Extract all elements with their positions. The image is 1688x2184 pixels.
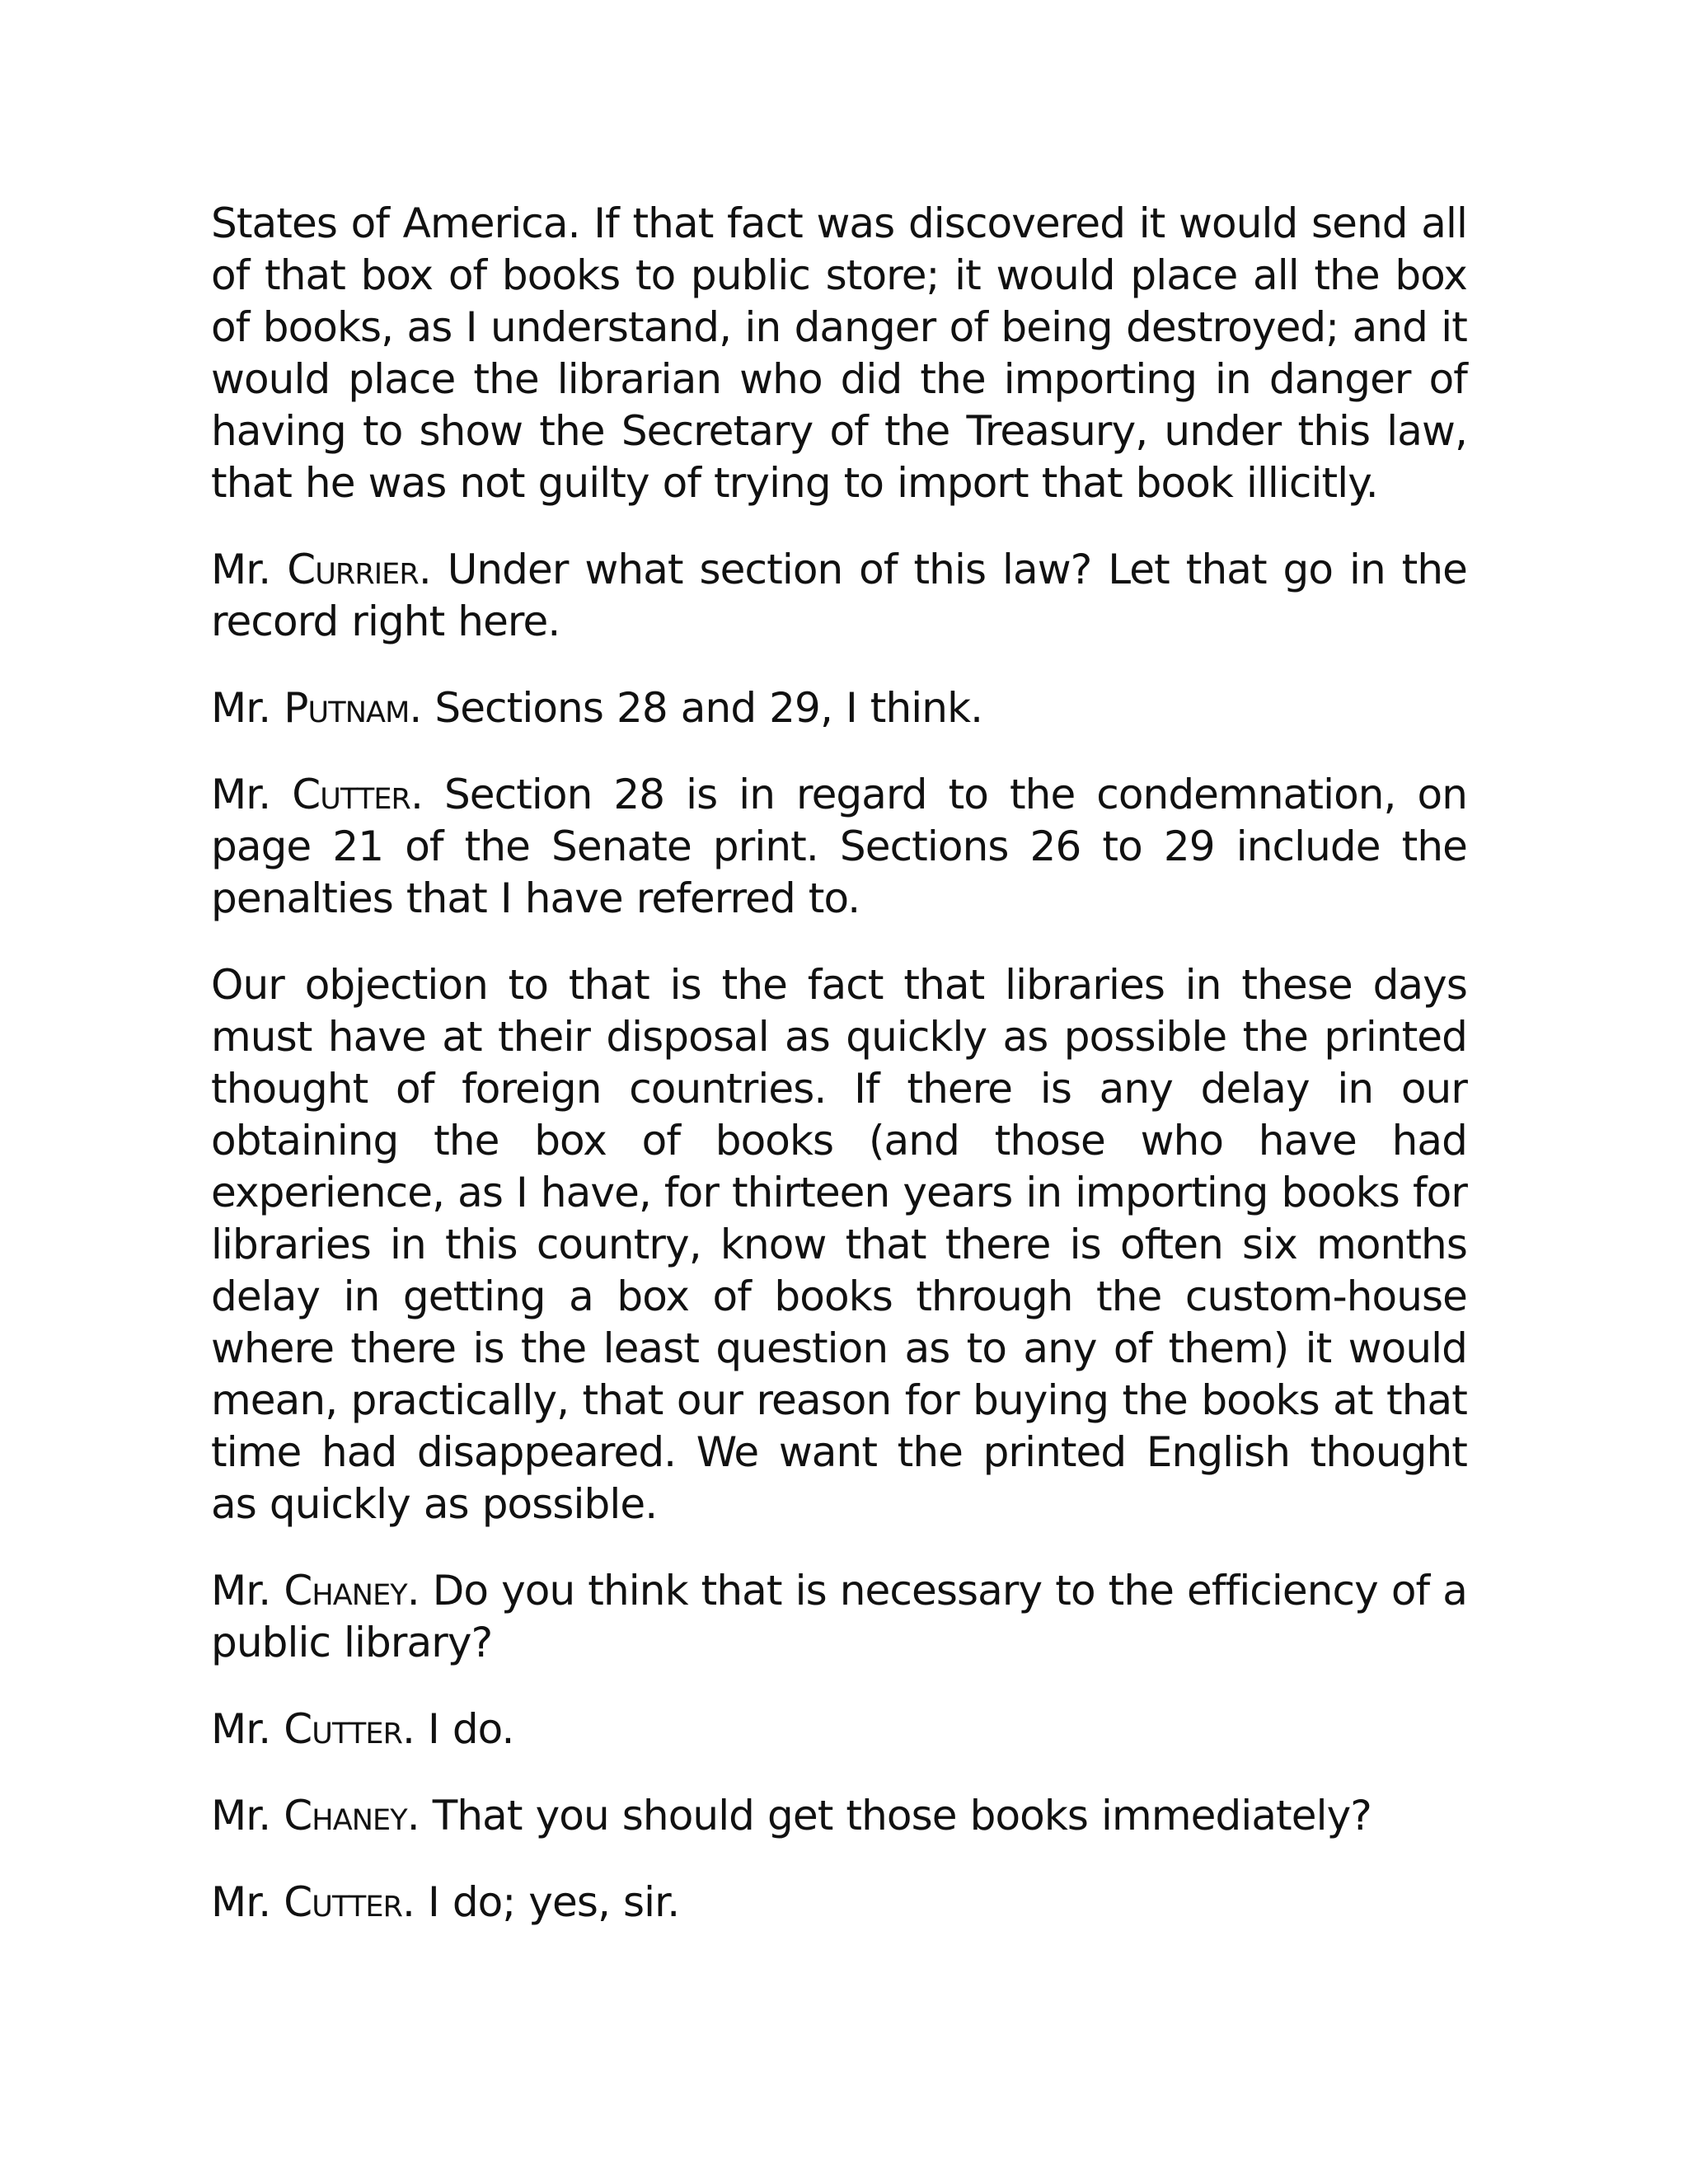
paragraph-text: . Under what section of this law? Let that go in the record right here. [211,546,1467,645]
paragraph-text: . Do you think that is necessary to the efficiency of a public library? [211,1567,1467,1666]
paragraph-text: . Sections 28 and 29, I think. [409,684,983,732]
paragraph-prefix: Mr. [211,684,284,732]
paragraph-text: . That you should get those books immediately? [406,1792,1372,1840]
speaker-name: Cutter [284,1878,403,1926]
paragraph-chaney-followup [211,1790,1467,1842]
paragraph-prefix: Mr. [211,1705,284,1753]
speaker-name: Chaney [284,1792,407,1840]
paragraph-putnam-answer [211,682,1467,734]
paragraph-cutter-reply [211,1704,1467,1755]
speaker-name: Chaney [284,1567,407,1615]
paragraph-currier-question [211,544,1467,648]
paragraph-text: . I do; yes, sir. [402,1878,680,1926]
paragraph-prefix: Mr. [211,1567,284,1615]
paragraph-text: . I do. [402,1705,514,1753]
paragraph-text: . Section 28 is in regard to the condemnation, on page 21 of the Senate print. Sections 26 to 29 include the penalties that I have referred to. [211,771,1467,922]
paragraph-cutter-sections [211,769,1467,925]
paragraph-prefix: Mr. [211,1878,284,1926]
paragraph-text: Our objection to that is the fact that libraries in these days must have at their disposal as quickly as possible the printed thought of foreign countries. If there is any delay in our obtaining the box of books (and those who have had experience, as I have, for thirteen years in importing books for libraries in this country, know that there is often six months delay in getting a box of books through the custom-house where there is the least question as to any of them) it would mean, practically, that our reason for buying the books at that time had disappeared. We want the printed English thought as quickly as possible. [211,961,1467,1528]
paragraph-prefix: Mr. [211,1792,284,1840]
paragraph-cutter-final [211,1877,1467,1929]
paragraph-text: States of America. If that fact was discovered it would send all of that box of books to public store; it would place all the box of books, as I understand, in danger of being destroyed; and it would place the librarian who did the importing in danger of having to show the Secretary of the Treasury, under this law, that he was not guilty of trying to import that book illicitly. [211,199,1467,507]
speaker-name: Currier [287,546,419,593]
paragraph-objection [211,959,1467,1530]
paragraph-chaney-question [211,1565,1467,1669]
speaker-name: Cutter [292,771,410,818]
paragraph-prefix: Mr. [211,771,293,818]
speaker-name: Cutter [284,1705,403,1753]
document-page [211,198,1467,1963]
paragraph-continuation [211,198,1467,509]
speaker-name: Putnam [284,684,410,732]
paragraph-prefix: Mr. [211,546,288,593]
